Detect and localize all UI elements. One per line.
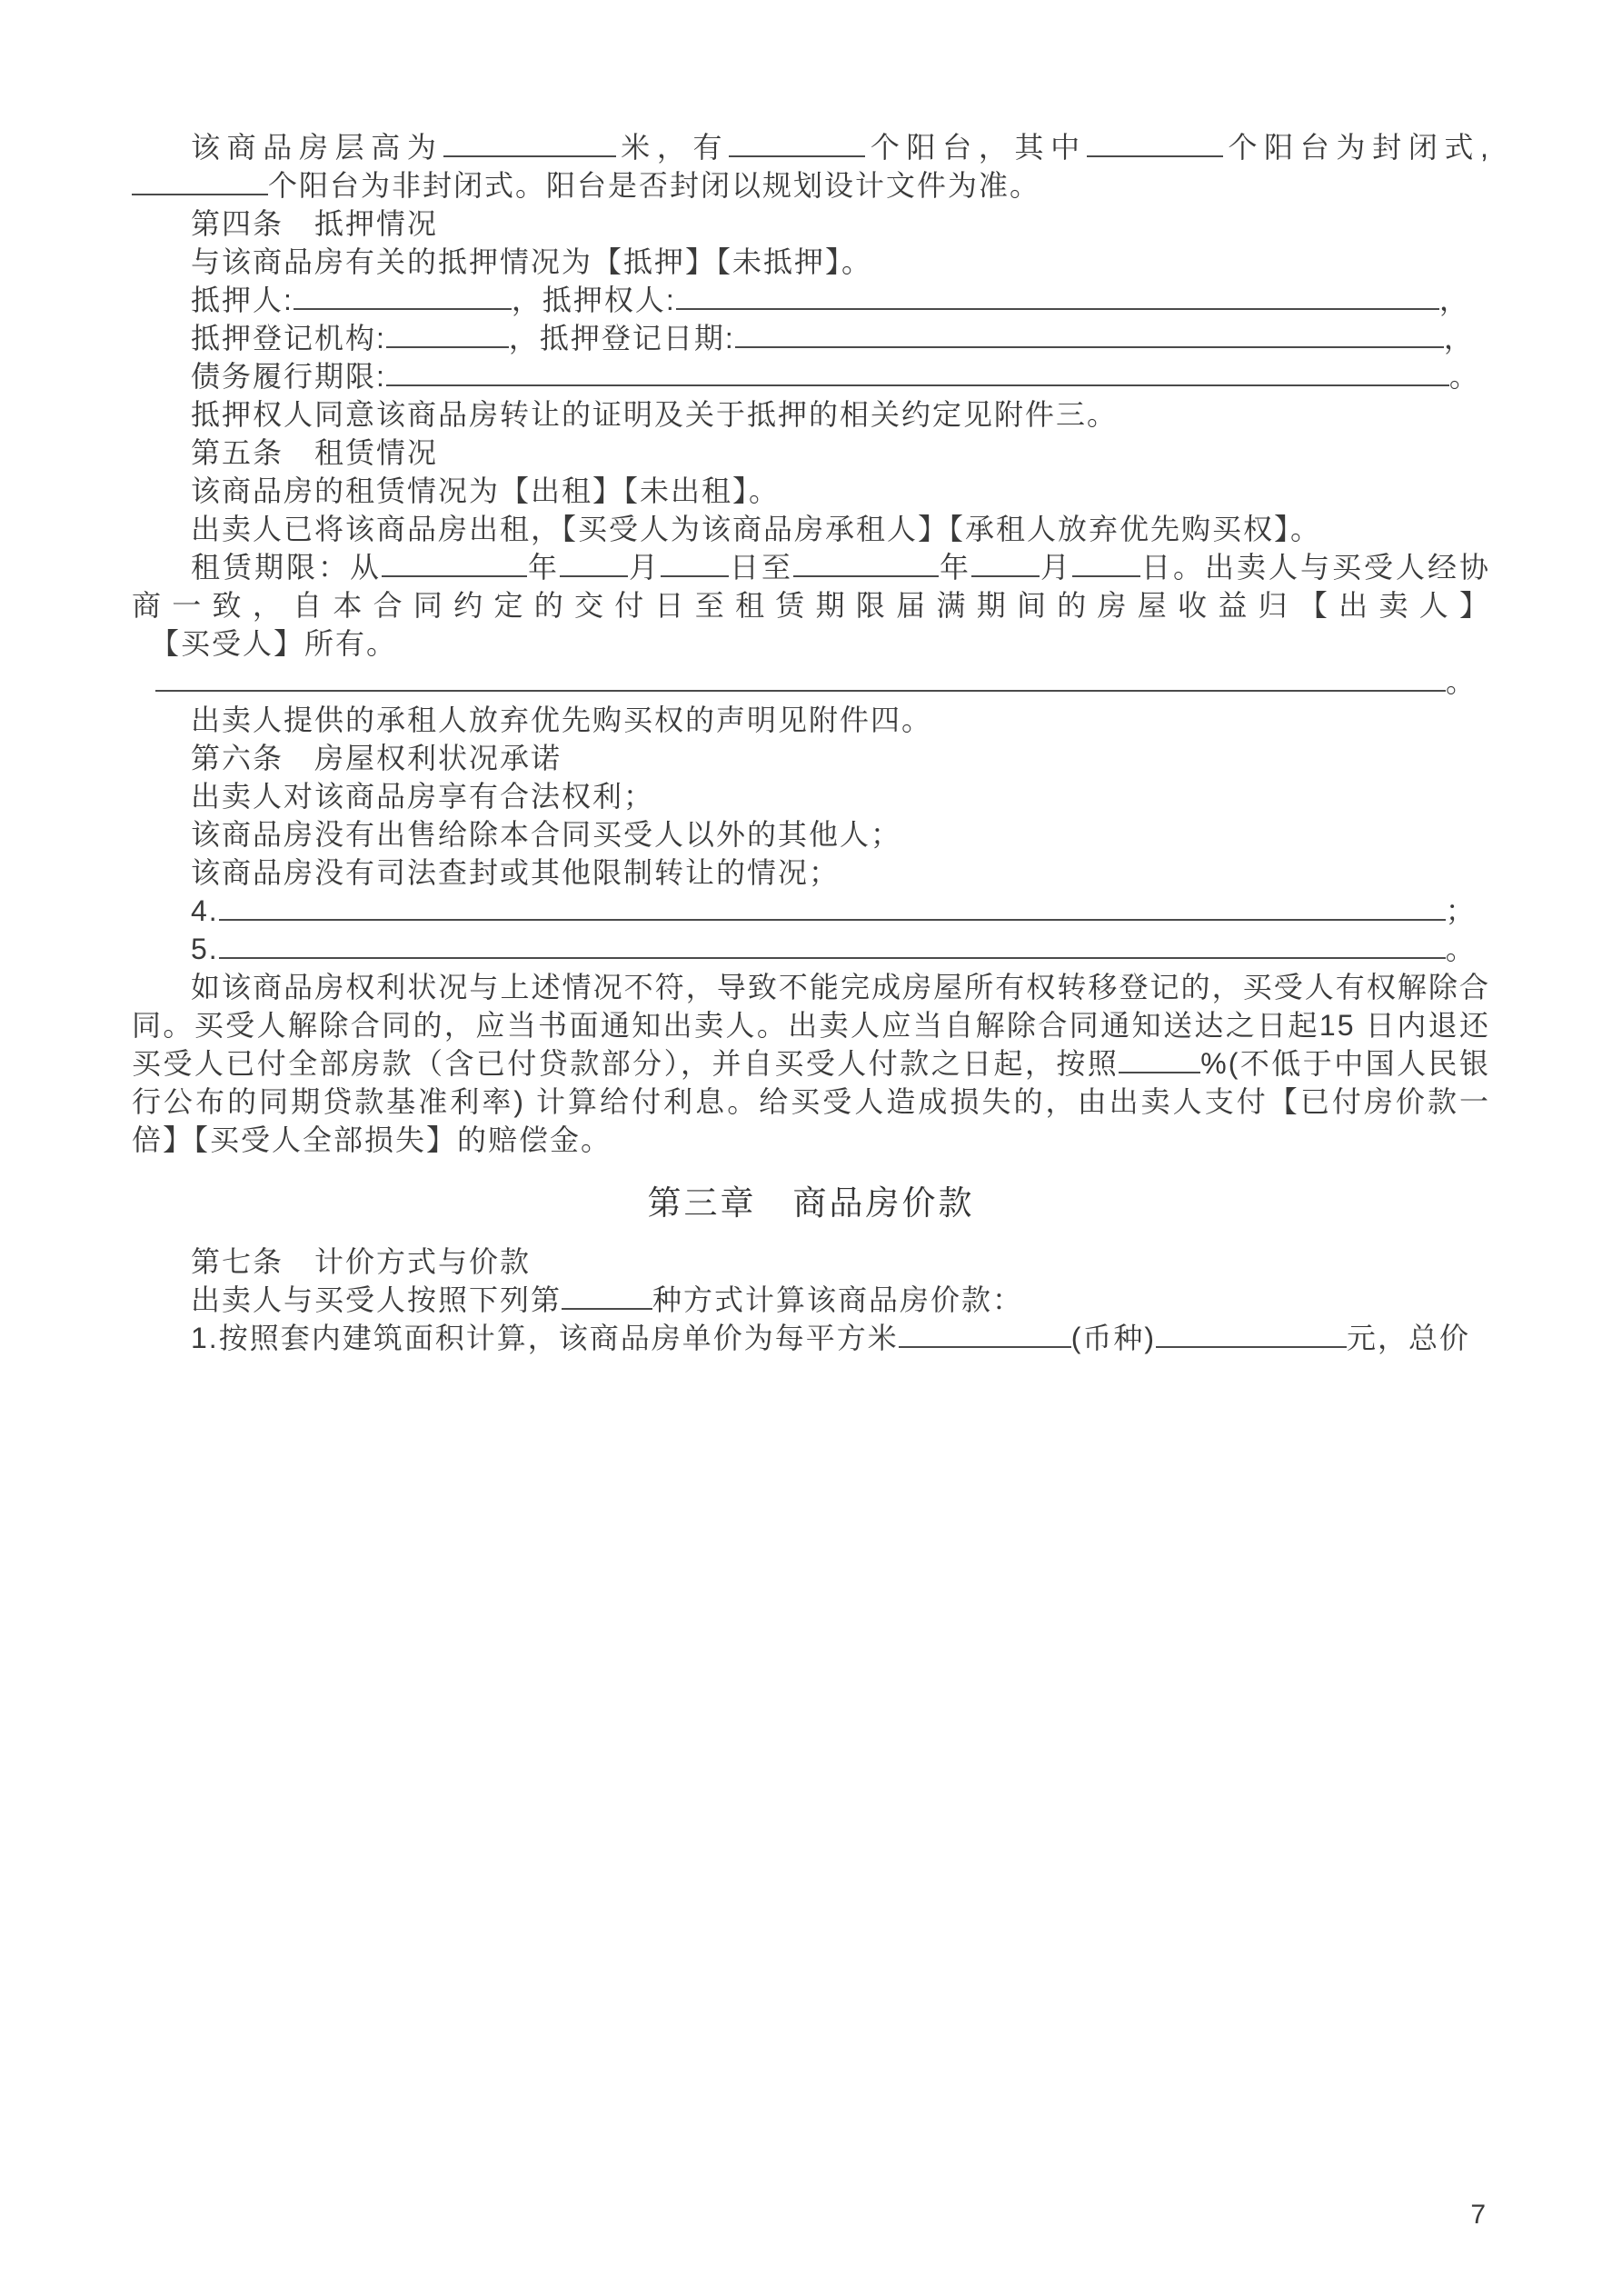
text-run: 如该商品房权利状况与上述情况不符，导致不能完成房屋所有权转移登记的，买受人有权解除合同。买受人解除合同的，应当书面通知出卖人。出卖人应当自解除合同通知送达之日起15 日内退还买受人已付全部房款（含已付贷款部分），并自买受人付款之日起，按照 [132, 971, 1490, 1080]
para-right-5 [132, 930, 1490, 968]
text-run: 第五条 租赁情况 [191, 436, 439, 469]
fill-in-blank [386, 357, 1449, 386]
text-run: 出卖人与买受人按照下列第 [191, 1283, 562, 1316]
text-run: 。 [1448, 360, 1480, 393]
fill-in-blank [793, 548, 939, 577]
fill-in-blank [661, 548, 729, 577]
fill-in-blank [729, 128, 865, 157]
text-run: 年 [938, 551, 971, 584]
fill-in-blank [386, 319, 509, 348]
text-run: 4. [191, 894, 219, 927]
text-run: 种方式计算该商品房价款： [652, 1283, 1024, 1316]
fill-in-blank [219, 892, 1446, 921]
text-run: 第六条 房屋权利状况承诺 [191, 742, 562, 774]
para-mortgage-registration-line [132, 319, 1490, 357]
text-run: 个阳台为封闭式, [1222, 131, 1490, 164]
text-run: 。 [1446, 665, 1478, 698]
para-mortgage-attachment [132, 395, 1490, 434]
text-run: 出卖人提供的承租人放弃优先购买权的声明见附件四。 [191, 704, 933, 736]
fill-in-blank [294, 281, 512, 310]
para-price-per-sqm [132, 1319, 1490, 1357]
text-run: 个阳台为非封闭式。阳台是否封闭以规划设计文件为准。 [268, 169, 1041, 202]
text-run: ，抵押权人: [511, 284, 676, 316]
fill-in-blank [1087, 128, 1223, 157]
clause-4-title [132, 205, 1490, 243]
text-run: 出卖人已将该商品房出租，【买受人为该商品房承租人】【承租人放弃优先购买权】。 [191, 513, 1322, 545]
para-lease-attachment [132, 701, 1490, 739]
para-mortgagor-line [132, 281, 1490, 319]
text-run: 米，有 [615, 131, 730, 164]
fill-in-blank [562, 1281, 652, 1310]
text-run: 第七条 计价方式与价款 [191, 1245, 532, 1278]
para-right-3 [132, 854, 1490, 892]
text-run: ， [1443, 322, 1475, 354]
text-run: 抵押登记机构: [191, 322, 386, 354]
text-run: 与该商品房有关的抵押情况为【抵押】【未抵押】。 [191, 245, 873, 278]
text-run: 月 [627, 551, 661, 584]
fill-in-blank [676, 281, 1439, 310]
para-lease-status [132, 472, 1490, 510]
text-run: %(不低于中国人民银行公布的同期贷款基准利率) 计算给付利息。给买受人造成损失的，由出卖人支付【已付房价款一倍】【买受人全部损失】的赔偿金。 [132, 1047, 1490, 1156]
clause-6-title [132, 739, 1490, 777]
para-breach-remedy [132, 968, 1490, 1159]
fill-in-blank [1072, 548, 1140, 577]
text-run: 该商品房没有司法查封或其他限制转让的情况； [191, 856, 841, 889]
text-run: ， [1438, 284, 1470, 316]
fill-in-blank [382, 548, 527, 577]
text-run: 日至 [728, 551, 793, 584]
para-lease-term [132, 548, 1490, 624]
para-right-4 [132, 892, 1490, 930]
para-lease-term-cont [132, 624, 1490, 663]
text-run: 该商品房层高为 [191, 131, 443, 164]
fill-in-blank [219, 930, 1446, 959]
para-right-1 [132, 777, 1490, 815]
text-run: 出卖人对该商品房享有合法权利； [191, 780, 655, 813]
text-run: 第三章 商品房价款 [647, 1184, 975, 1222]
text-run: 。 [1445, 933, 1477, 965]
text-run: ； [1445, 894, 1477, 927]
text-run: 日。出卖人与买受人经协商一致，自本合同约定的交付日至租赁期限届满期间的房屋收益归【出卖人】 [132, 551, 1490, 622]
fill-in-blank [735, 319, 1444, 348]
fill-in-blank [132, 166, 268, 195]
text-run: 5. [191, 933, 219, 965]
text-run: 月 [1039, 551, 1072, 584]
text-run: (币种) [1070, 1322, 1157, 1354]
text-run: 该商品房的租赁情况为【出租】【未出租】。 [191, 474, 781, 507]
para-lease-notice [132, 510, 1490, 548]
text-run: 该商品房没有出售给除本合同买受人以外的其他人； [191, 818, 902, 851]
text-run: 抵押人: [191, 284, 294, 316]
fill-in-blank [1156, 1319, 1347, 1348]
fill-in-blank [155, 663, 1446, 692]
para-debt-term-line [132, 357, 1490, 395]
text-run: ，抵押登记日期: [508, 322, 735, 354]
document-body [132, 128, 1490, 1357]
text-run: 租赁期限：从 [191, 551, 382, 584]
text-run: 债务履行期限: [191, 360, 386, 393]
page-number: 7 [1470, 2200, 1486, 2230]
text-run: 个阳台，其中 [865, 131, 1087, 164]
chapter-3-heading [132, 1181, 1490, 1226]
fill-in-blank [1119, 1044, 1200, 1073]
clause-5-title [132, 434, 1490, 472]
para-floor-height [132, 128, 1490, 205]
text-run: 年 [526, 551, 560, 584]
text-run: 第四条 抵押情况 [191, 207, 439, 240]
fill-in-blank [971, 548, 1040, 577]
para-blank-line [132, 663, 1490, 701]
fill-in-blank [899, 1319, 1071, 1348]
clause-7-title [132, 1243, 1490, 1281]
text-run: 抵押权人同意该商品房转让的证明及关于抵押的相关约定见附件三。 [191, 398, 1119, 431]
text-run: 【买受人】所有。 [150, 627, 398, 660]
fill-in-blank [443, 128, 616, 157]
para-mortgage-status [132, 243, 1490, 281]
para-pricing-method [132, 1281, 1490, 1319]
text-run: 元，总价 [1347, 1322, 1471, 1354]
fill-in-blank [560, 548, 628, 577]
para-right-2 [132, 815, 1490, 854]
text-run: 1.按照套内建筑面积计算，该商品房单价为每平方米 [191, 1322, 899, 1354]
